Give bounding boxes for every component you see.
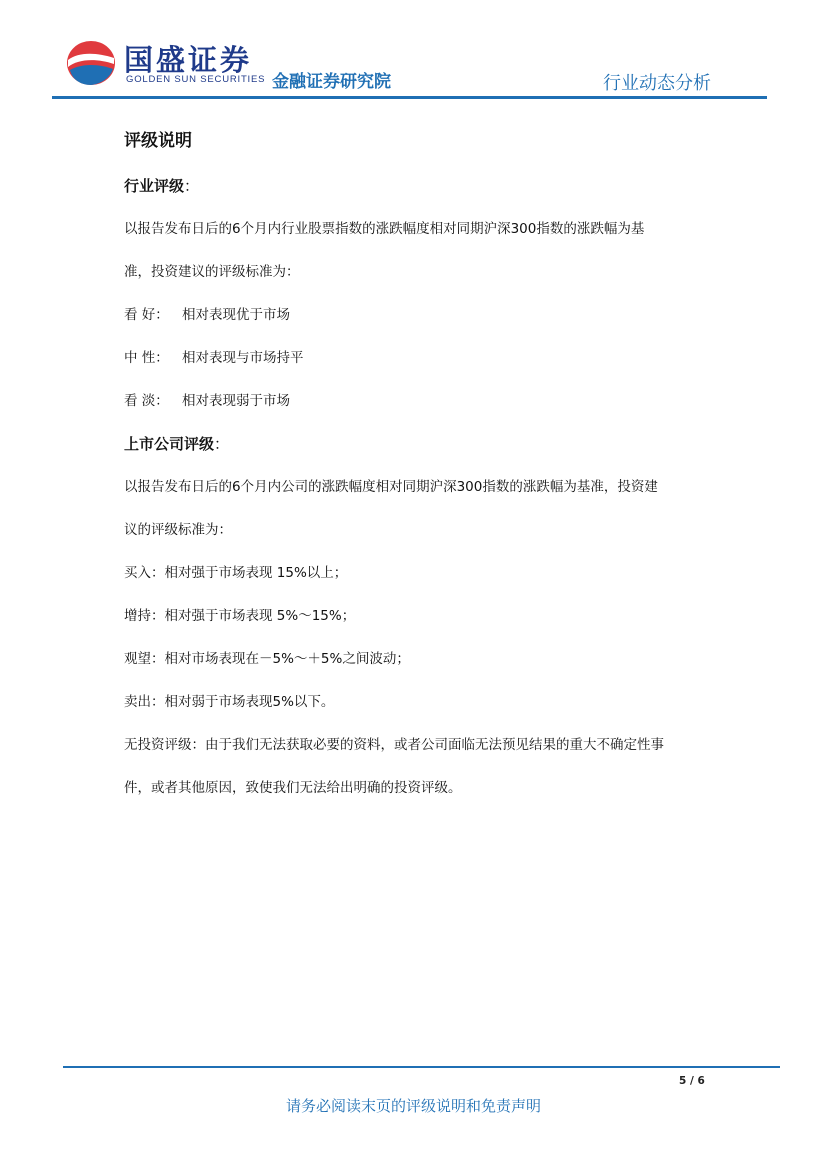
no-rating-line-1: 无投资评级：由于我们无法获取必要的资料，或者公司面临无法预见结果的重大不确定性事 — [124, 737, 664, 753]
company-rating-buy: 买入：相对强于市场表现 15%以上； — [124, 565, 348, 581]
rating-text: 相对表现弱于市场 — [182, 393, 290, 409]
footer-divider — [63, 1066, 780, 1068]
page-number: 5 / 6 — [679, 1075, 705, 1087]
company-rating-overweight: 增持：相对强于市场表现 5%～15%； — [124, 608, 356, 624]
industry-desc-line-1: 以报告发布日后的6个月内行业股票指数的涨跌幅度相对同期沪深300指数的涨跌幅为基 — [124, 221, 645, 237]
company-desc-line-2: 议的评级标准为： — [124, 522, 232, 538]
rating-label: 看 好： — [124, 307, 169, 323]
industry-rating-bearish — [124, 386, 724, 429]
footer-disclaimer: 请务必阅读末页的评级说明和免责声明 — [285, 1097, 541, 1115]
rating-label: 看 淡： — [124, 393, 169, 409]
rating-explanation-section — [124, 125, 724, 816]
rating-label: 中 性： — [124, 350, 169, 366]
header-divider — [52, 96, 767, 99]
industry-rating-bullish — [124, 300, 724, 343]
industry-heading-colon: ： — [184, 177, 200, 195]
rating-text: 相对表现优于市场 — [182, 307, 290, 323]
no-rating-line-2: 件，或者其他原因，致使我们无法给出明确的投资评级。 — [124, 780, 462, 796]
report-type: 行业动态分析 — [603, 73, 711, 94]
page-header — [0, 0, 827, 100]
industry-rating-heading — [124, 171, 724, 214]
industry-desc-line-2: 准，投资建议的评级标准为： — [124, 264, 300, 280]
company-rating-watch: 观望：相对市场表现在－5%～＋5%之间波动； — [124, 651, 410, 667]
company-desc-line-1: 以报告发布日后的6个月内公司的涨跌幅度相对同期沪深300指数的涨跌幅为基准，投资建 — [124, 479, 658, 495]
golden-sun-logo-icon — [66, 40, 116, 86]
company-heading-colon: ： — [214, 435, 230, 453]
industry-rating-neutral — [124, 343, 724, 386]
rating-text: 相对表现与市场持平 — [182, 350, 304, 366]
institute-name: 金融证券研究院 — [272, 72, 391, 92]
brand-name-cn: 国盛证券 — [124, 43, 253, 77]
company-heading-text: 上市公司评级 — [124, 435, 215, 453]
industry-heading-text: 行业评级 — [124, 177, 185, 195]
company-rating-heading — [124, 429, 724, 472]
section-title: 评级说明 — [124, 131, 192, 151]
company-rating-sell: 卖出：相对弱于市场表现5%以下。 — [124, 694, 335, 710]
brand-name-en: GOLDEN SUN SECURITIES — [126, 74, 266, 85]
